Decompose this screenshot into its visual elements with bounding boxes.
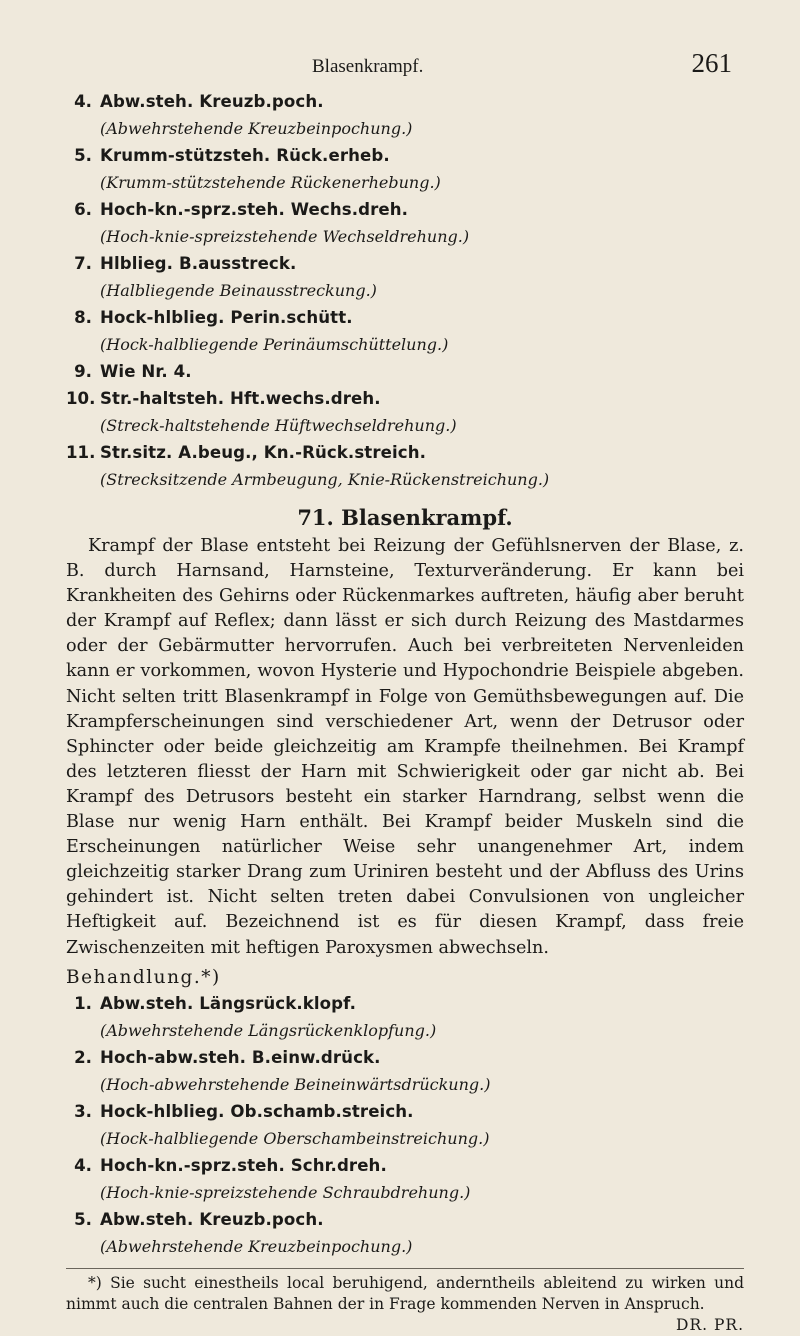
item-number: 3. — [74, 1101, 92, 1121]
list-item — [66, 385, 744, 412]
list-item — [66, 1044, 744, 1071]
item-abbreviation: Hoch-kn.-sprz.steh. Schr.dreh. — [100, 1155, 387, 1175]
item-abbreviation: Abw.steh. Kreuzb.poch. — [100, 1209, 324, 1229]
item-full-name: (Streck-haltstehende Hüftwechseldrehung.) — [100, 416, 457, 435]
section-title: 71. Blasenkrampf. — [297, 505, 513, 530]
item-number: 8. — [74, 308, 92, 327]
item-abbreviation: Abw.steh. Längsrück.klopf. — [100, 993, 356, 1013]
footnote — [66, 1268, 744, 1334]
item-full-name: (Abwehrstehende Kreuzbeinpochung.) — [100, 1236, 413, 1256]
item-number: 10. — [66, 389, 96, 408]
item-abbreviation: Abw.steh. Kreuzb.poch. — [100, 92, 324, 111]
item-full-name: (Hoch-knie-spreizstehende Wechseldrehung.) — [100, 227, 470, 246]
footnote-signature: DR. PR. — [676, 1315, 744, 1334]
item-abbreviation: Hoch-abw.steh. B.einw.drück. — [100, 1047, 381, 1067]
item-number: 4. — [74, 92, 92, 111]
body-paragraph: Krampf der Blase entsteht bei Reizung der Gefühlsnerven der Blase, z. B. durch Harnsand, Harnsteine, Texturveränderung. Er kann bei Krankheiten des Gehirns oder Rückenmarkes auftreten, häufig aber beruht der Krampf auf Reflex; dann lässt er sich durch Reizung des Mastdarmes oder der Gebärmutter hervorrufen. Auch bei verbreiteten Nervenleiden kann er vorkommen, wovon Hysterie und Hypochondrie Beispiele abgeben. Nicht selten tritt Blasenkrampf in Folge von Gemüthsbewegungen auf. Die Krampferscheinungen sind verschiedener Art, wenn der Detrusor oder Sphincter oder beide gleichzeitig am Krampfe theilnehmen. Bei Krampf des letzteren fliesst der Harn mit Schwierigkeit oder gar nicht ab. Bei Krampf des Detrusors besteht ein starker Harndrang, selbst wenn die Blase nur wenig Harn enthält. Bei Krampf beider Muskeln sind die Erscheinungen natürlicher Weise sehr unangenehmer Art, indem gleichzeitig starker Drang zum Uriniren besteht und der Abfluss des Urins gehindert ist. Nicht selten treten dabei Convulsionen von ungleicher Heftigkeit auf. Bezeichnend ist es für diesen Krampf, dass freie Zwischenzeiten mit heftigen Paroxysmen abwechseln. — [66, 536, 744, 958]
list-item — [66, 358, 744, 385]
exercise-list-top — [66, 88, 744, 493]
item-number: 4. — [74, 1155, 92, 1175]
list-item — [66, 88, 744, 115]
item-abbreviation: Hlblieg. B.ausstreck. — [100, 254, 297, 273]
list-item — [66, 250, 744, 277]
list-item — [66, 142, 744, 169]
item-full-name: (Hock-halbliegende Oberschambeinstreichung.) — [100, 1128, 490, 1148]
item-abbreviation: Krumm-stützsteh. Rück.erheb. — [100, 146, 390, 165]
item-number: 5. — [74, 146, 92, 165]
exercise-list-treatment — [66, 990, 744, 1260]
item-number: 1. — [74, 993, 92, 1013]
item-full-name: (Hoch-abwehrstehende Beineinwärtsdrückung.) — [100, 1074, 491, 1094]
list-item — [66, 196, 744, 223]
item-abbreviation: Hock-hlblieg. Ob.schamb.streich. — [100, 1101, 414, 1121]
item-full-name: (Abwehrstehende Kreuzbeinpochung.) — [100, 119, 413, 138]
page-header — [66, 44, 744, 88]
item-number: 2. — [74, 1047, 92, 1067]
footnote-text: *) Sie sucht einestheils local beruhigend, anderntheils ableitend zu wirken und nimmt auch die centralen Bahnen der in Frage kommenden Nerven in Anspruch. — [66, 1273, 744, 1313]
treatment-heading: Behandlung.*) — [66, 966, 221, 988]
item-abbreviation: Str.sitz. A.beug., Kn.-Rück.streich. — [100, 443, 427, 462]
list-item — [66, 1098, 744, 1125]
item-full-name: (Hock-halbliegende Perinäumschüttelung.) — [100, 335, 449, 354]
item-abbreviation: Hoch-kn.-sprz.steh. Wechs.dreh. — [100, 200, 409, 219]
item-number: 5. — [74, 1209, 92, 1229]
list-item — [66, 1152, 744, 1179]
running-title: Blasenkrampf. — [312, 56, 424, 77]
item-number: 6. — [74, 200, 92, 219]
item-number: 7. — [74, 254, 92, 273]
item-abbreviation: Wie Nr. 4. — [100, 362, 192, 381]
list-item — [66, 1206, 744, 1233]
page-number: 261 — [691, 48, 732, 78]
item-full-name: (Krumm-stützstehende Rückenerhebung.) — [100, 173, 441, 192]
item-full-name: (Abwehrstehende Längsrückenklopfung.) — [100, 1020, 437, 1040]
item-number: 11. — [66, 443, 96, 462]
item-abbreviation: Str.-haltsteh. Hft.wechs.dreh. — [100, 389, 381, 408]
item-full-name: (Halbliegende Beinausstreckung.) — [100, 281, 377, 300]
item-full-name: (Strecksitzende Armbeugung, Knie-Rückenstreichung.) — [100, 470, 550, 489]
item-abbreviation: Hock-hlblieg. Perin.schütt. — [100, 308, 353, 327]
item-full-name: (Hoch-knie-spreizstehende Schraubdrehung.) — [100, 1182, 471, 1202]
list-item — [66, 304, 744, 331]
item-number: 9. — [74, 362, 92, 381]
list-item — [66, 990, 744, 1017]
list-item — [66, 439, 744, 466]
